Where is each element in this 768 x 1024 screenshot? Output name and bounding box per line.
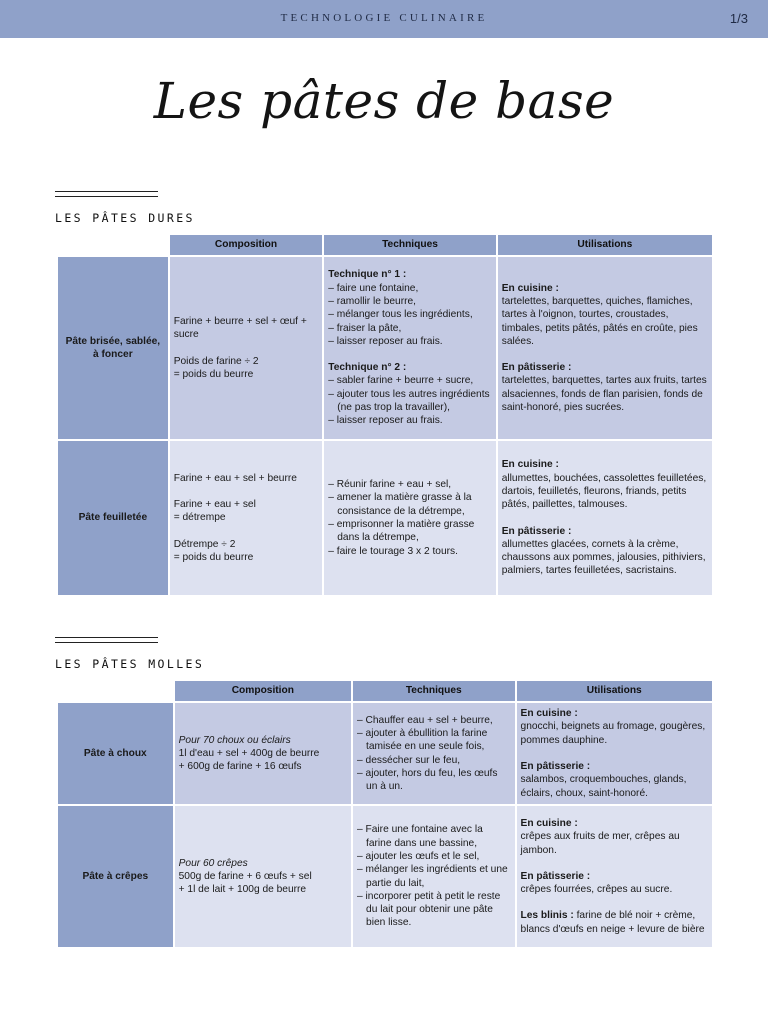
page-number: 1/3	[729, 11, 748, 26]
techniques-cell: – Réunir farine + eau + sel, – amener la matière grasse à la consistance de la détrempe, – emprisonner la matière grasse dans la détrempe, – faire le tourage 3 x 2 tours.	[324, 441, 495, 595]
techniques-cell: – Faire une fontaine avec la farine dans une bassine, – ajouter les œufs et le sel, – mélanger les ingrédients et une partie du lait, – incorporer petit à petit le reste du lait pour obtenir une pâte bien lisse.	[353, 806, 515, 947]
table-pates-molles	[56, 679, 714, 949]
column-header: Composition	[170, 235, 323, 255]
column-header: Techniques	[353, 681, 515, 701]
column-header: Techniques	[324, 235, 495, 255]
page-title: Les pâtes de base	[153, 72, 615, 130]
table-pates-dures	[56, 233, 714, 597]
techniques-cell: – Chauffer eau + sel + beurre, – ajouter à ébullition la farine tamisée en une seule fois, – dessécher sur le feu, – ajouter, hors du feu, les œufs un à un.	[353, 703, 515, 804]
utilisations-cell: En cuisine : allumettes, bouchées, cassolettes feuilletées, dartois, feuilletés, fleurons, friands, petits pâtés, paillettes, talmouses. En pâtisserie : allumettes glacées, cornets à la crème, chaussons aux pommes, jalousies, pithiviers, palmiers, tartes feuilletées, sacristains.	[498, 441, 712, 595]
section-divider	[55, 637, 158, 644]
table-row	[58, 257, 712, 439]
column-header: Utilisations	[498, 235, 712, 255]
composition-cell: Farine + eau + sel + beurre Farine + eau + sel = détrempe Détrempe ÷ 2 = poids du beurre	[170, 441, 323, 595]
column-header: Utilisations	[517, 681, 712, 701]
table-row	[58, 441, 712, 595]
table-row	[58, 703, 712, 804]
header-title: TECHNOLOGIE CULINAIRE	[280, 12, 488, 24]
section-title-pates-dures: LES PÂTES DURES	[55, 211, 195, 225]
composition-cell: Farine + beurre + sel + œuf + sucre Poids de farine ÷ 2 = poids du beurre	[170, 257, 323, 439]
row-header: Pâte feuilletée	[58, 441, 168, 595]
section-title-pates-molles: LES PÂTES MOLLES	[55, 657, 205, 671]
composition-cell: Pour 70 choux ou éclairs 1l d'eau + sel + 400g de beurre + 600g de farine + 16 œufs	[175, 703, 351, 804]
utilisations-cell: En cuisine : crêpes aux fruits de mer, crêpes au jambon. En pâtisserie : crêpes fourrées, crêpes au sucre. Les blinis : farine de blé noir + crème, blancs d'œufs en neige + levure de bière	[517, 806, 712, 947]
composition-cell: Pour 60 crêpes 500g de farine + 6 œufs + sel + 1l de lait + 100g de beurre	[175, 806, 351, 947]
table-corner	[58, 681, 173, 701]
table-corner	[58, 235, 168, 255]
utilisations-cell: En cuisine : gnocchi, beignets au fromage, gougères, pommes dauphine. En pâtisserie : salambos, croquembouches, glands, éclairs, choux, saint-honoré.	[517, 703, 712, 804]
column-header: Composition	[175, 681, 351, 701]
table-row	[58, 806, 712, 947]
row-header: Pâte brisée, sablée, à foncer	[58, 257, 168, 439]
section-divider	[55, 191, 158, 198]
techniques-cell: Technique n° 1 : – faire une fontaine, – ramollir le beurre, – mélanger tous les ingrédients, – fraiser la pâte, – laisser reposer au frais. Technique n° 2 : – sabler farine + beurre + sucre, – ajouter tous les autres ingrédients (ne pas trop la travailler), – laisser reposer au frais.	[324, 257, 495, 439]
row-header: Pâte à choux	[58, 703, 173, 804]
row-header: Pâte à crêpes	[58, 806, 173, 947]
utilisations-cell: En cuisine : tartelettes, barquettes, quiches, flamiches, tartes à l'oignon, tourtes, croustades, timbales, petits pâtés, pâtés en croûte, pies salées. En pâtisserie : tartelettes, barquettes, tartes aux fruits, tartes alsaciennes, fonds de flan parisien, fonds de saint-honoré, pies sucrées.	[498, 257, 712, 439]
